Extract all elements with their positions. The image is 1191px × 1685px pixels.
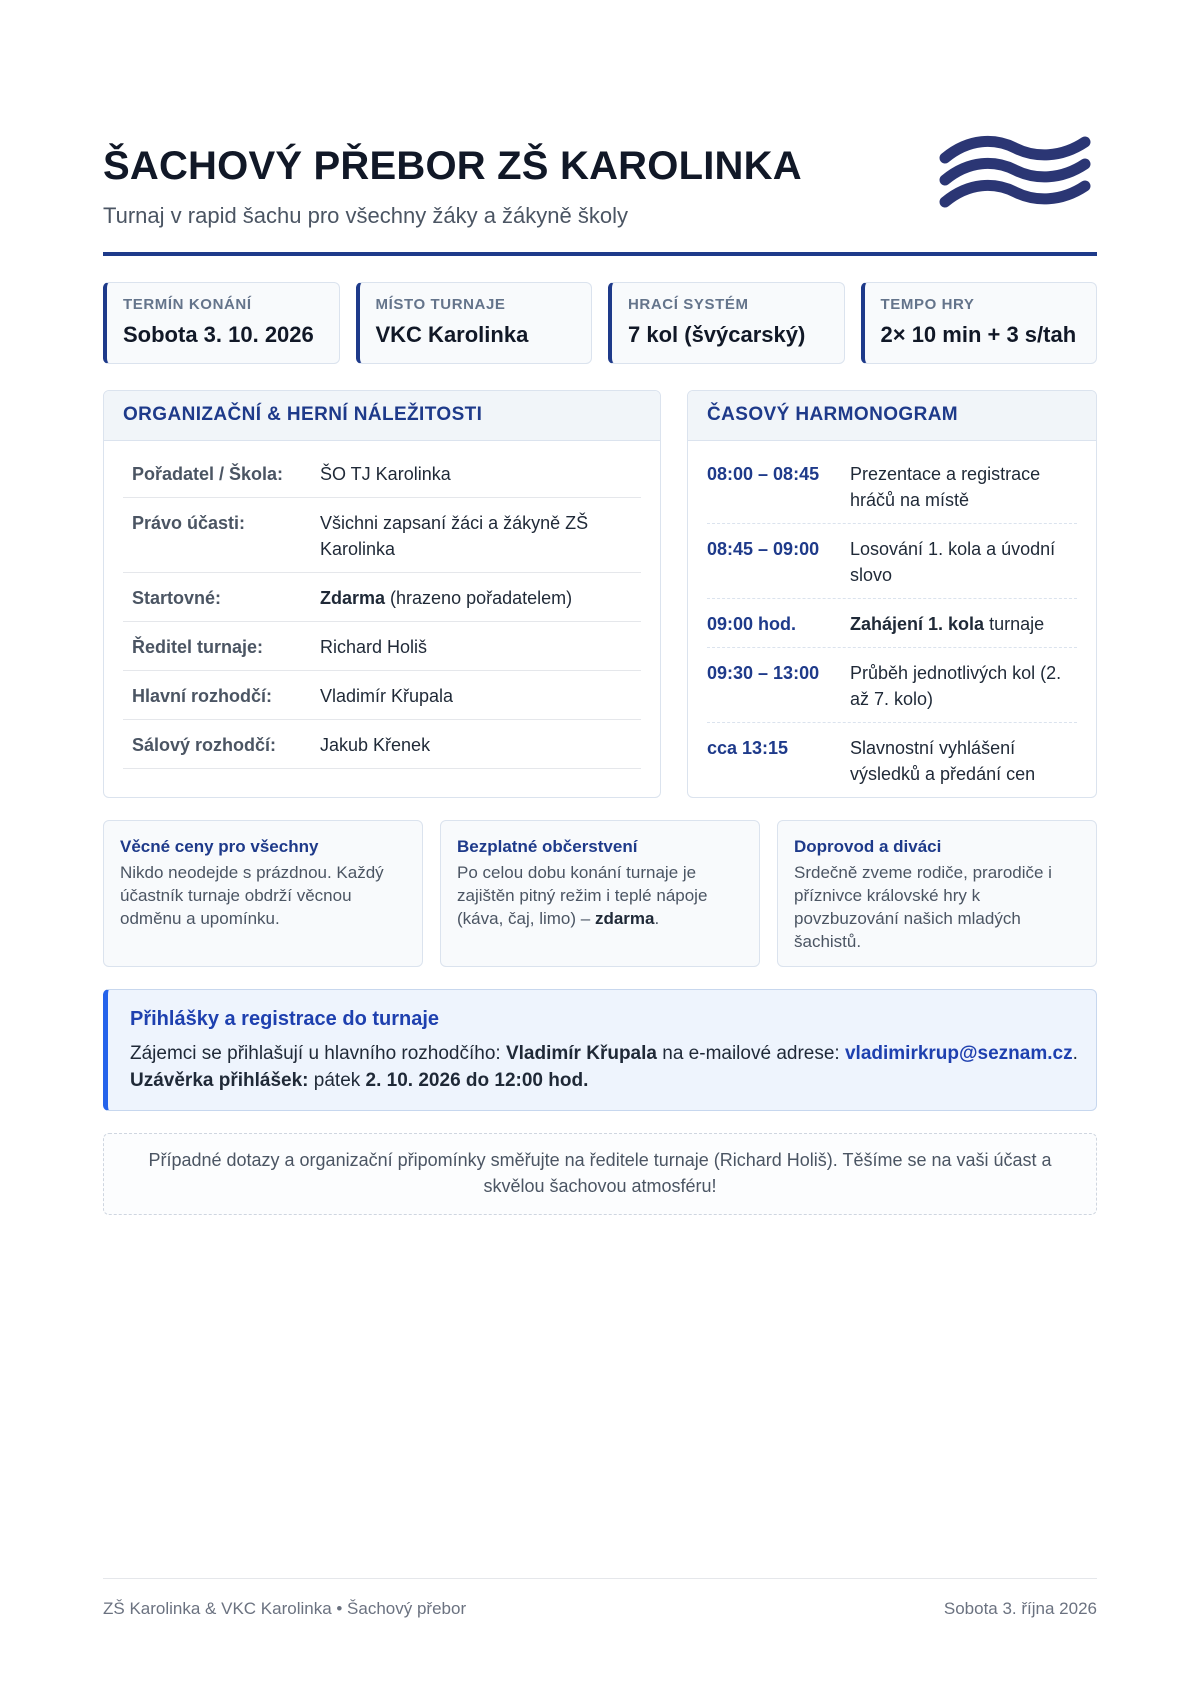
info-text-body: Po celou dobu konání turnaje je zajištěn pitný režim i teplé nápoje (káva, čaj, limo) – (457, 863, 708, 928)
registration-mid: na e-mailové adrese: (656, 1043, 845, 1064)
stat-venue (356, 282, 593, 364)
info-text: Srdečně zveme rodiče, prarodiče i příznivce královské hry k povzbuzování našich mladých šachistů. (794, 863, 1052, 951)
info-emphasis: zdarma (594, 909, 655, 928)
schedule-text: Slavnostní vyhlášení výsledků a předání cen (850, 738, 1036, 784)
row-key: Právo účasti: (132, 513, 246, 533)
schedule-text: Losování 1. kola a úvodní slovo (850, 539, 1056, 585)
registration-prefix: Zájemci se přihlašují u hlavního rozhodčího: (130, 1043, 506, 1064)
schedule-row (707, 524, 1077, 599)
footer-left: ZŠ Karolinka & VKC Karolinka • Šachový přebor (103, 1599, 467, 1618)
info-box-spectators (777, 820, 1097, 967)
schedule-row (707, 599, 1077, 648)
contact-note: Případné dotazy a organizační připomínky směřujte na ředitele turnaje (Richard Holiš). Těšíme se na vaši účast a skvělou šachovou atmosféru! (103, 1133, 1097, 1215)
schedule-time: 08:45 – 09:00 (707, 539, 820, 559)
registration-end: . (1072, 1043, 1078, 1064)
row-key: Startovné: (132, 588, 222, 608)
schedule-time: 09:00 hod. (707, 614, 797, 634)
schedule-row (707, 449, 1077, 524)
details-row (103, 390, 1097, 798)
row-key: Sálový rozhodčí: (132, 735, 277, 755)
row-key: Ředitel turnaje: (132, 637, 264, 657)
schedule-heading: ČASOVÝ HARMONOGRAM (688, 391, 1096, 441)
registration-title: Přihlášky a registrace do turnaje (130, 1008, 440, 1030)
schedule-time: cca 13:15 (707, 738, 789, 758)
stat-date (103, 282, 340, 364)
page-subtitle: Turnaj v rapid šachu pro všechny žáky a žákyně školy (103, 203, 628, 228)
organization-row (123, 573, 641, 622)
stat-value: Sobota 3. 10. 2026 (123, 322, 314, 347)
organization-row (123, 622, 641, 671)
page (103, 0, 1097, 1215)
row-value: Všichni zapsaní žáci a žákyně ZŠ Karolinka (320, 513, 589, 559)
deadline-value: 2. 10. 2026 do 12:00 hod. (365, 1070, 589, 1091)
stat-label: MÍSTO TURNAJE (375, 296, 506, 313)
row-key: Pořadatel / Škola: (132, 464, 284, 484)
info-title: Doprovod a diváci (794, 837, 942, 856)
row-value: ŠO TJ Karolinka (320, 464, 451, 484)
schedule-text-rest: turnaje (984, 614, 1045, 634)
organization-row (123, 498, 641, 573)
footer-right: Sobota 3. října 2026 (943, 1599, 1097, 1618)
row-value: Richard Holiš (320, 637, 428, 657)
email-link[interactable]: vladimirkrup@seznam.cz (844, 1043, 1073, 1064)
stat-label: TERMÍN KONÁNÍ (123, 296, 252, 313)
info-text (457, 861, 743, 930)
stat-tempo (861, 282, 1098, 364)
stat-label: HRACÍ SYSTÉM (628, 296, 749, 313)
waves-icon (939, 132, 1091, 212)
row-value: Jakub Křenek (320, 735, 431, 755)
stat-system (608, 282, 845, 364)
info-box-prizes (103, 820, 423, 967)
organization-row (123, 671, 641, 720)
stat-value: 7 kol (švýcarský) (628, 322, 806, 347)
page-title: ŠACHOVÝ PŘEBOR ZŠ KAROLINKA (103, 144, 802, 188)
organization-card (103, 390, 661, 798)
registration-box (103, 989, 1097, 1111)
organization-heading: ORGANIZAČNÍ & HERNÍ NÁLEŽITOSTI (104, 391, 660, 441)
schedule-text (850, 611, 1077, 637)
schedule-text: Průběh jednotlivých kol (2. až 7. kolo) (850, 663, 1062, 709)
info-title: Věcné ceny pro všechny (120, 837, 319, 856)
schedule-emphasis: Zahájení 1. kola (850, 614, 985, 634)
schedule-row (707, 648, 1077, 723)
row-value: Vladimír Křupala (320, 686, 454, 706)
stat-value: 2× 10 min + 3 s/tah (880, 322, 1077, 347)
value-emphasis: Zdarma (320, 588, 386, 608)
organization-row (123, 720, 641, 769)
info-text-end: . (654, 909, 660, 928)
info-text: Nikdo neodejde s prázdnou. Každý účastník turnaje obdrží věcnou odměnu a upomínku. (120, 863, 384, 928)
stat-label: TEMPO HRY (880, 296, 975, 313)
organization-row (123, 449, 641, 498)
schedule-time: 09:30 – 13:00 (707, 663, 820, 683)
row-value (320, 585, 641, 611)
schedule-row (707, 723, 1077, 797)
info-box-refreshments (440, 820, 760, 967)
info-title: Bezplatné občerstvení (457, 837, 638, 856)
row-key: Hlavní rozhodčí: (132, 686, 273, 706)
schedule-time: 08:00 – 08:45 (707, 464, 820, 484)
deadline-mid: pátek (308, 1070, 366, 1091)
stats-row (103, 282, 1097, 364)
schedule-text: Prezentace a registrace hráčů na místě (850, 464, 1041, 510)
deadline-label: Uzávěrka přihlášek: (130, 1070, 309, 1091)
footer (103, 1578, 1097, 1619)
registration-text (130, 1040, 1096, 1094)
schedule-list (688, 441, 1096, 797)
schedule-card (687, 390, 1097, 798)
info-row (103, 820, 1097, 967)
stat-value: VKC Karolinka (375, 322, 529, 347)
organization-list (104, 441, 660, 769)
value-text: (hrazeno pořadatelem) (385, 588, 573, 608)
registration-contact-name: Vladimír Křupala (505, 1043, 657, 1064)
header (103, 0, 1097, 256)
